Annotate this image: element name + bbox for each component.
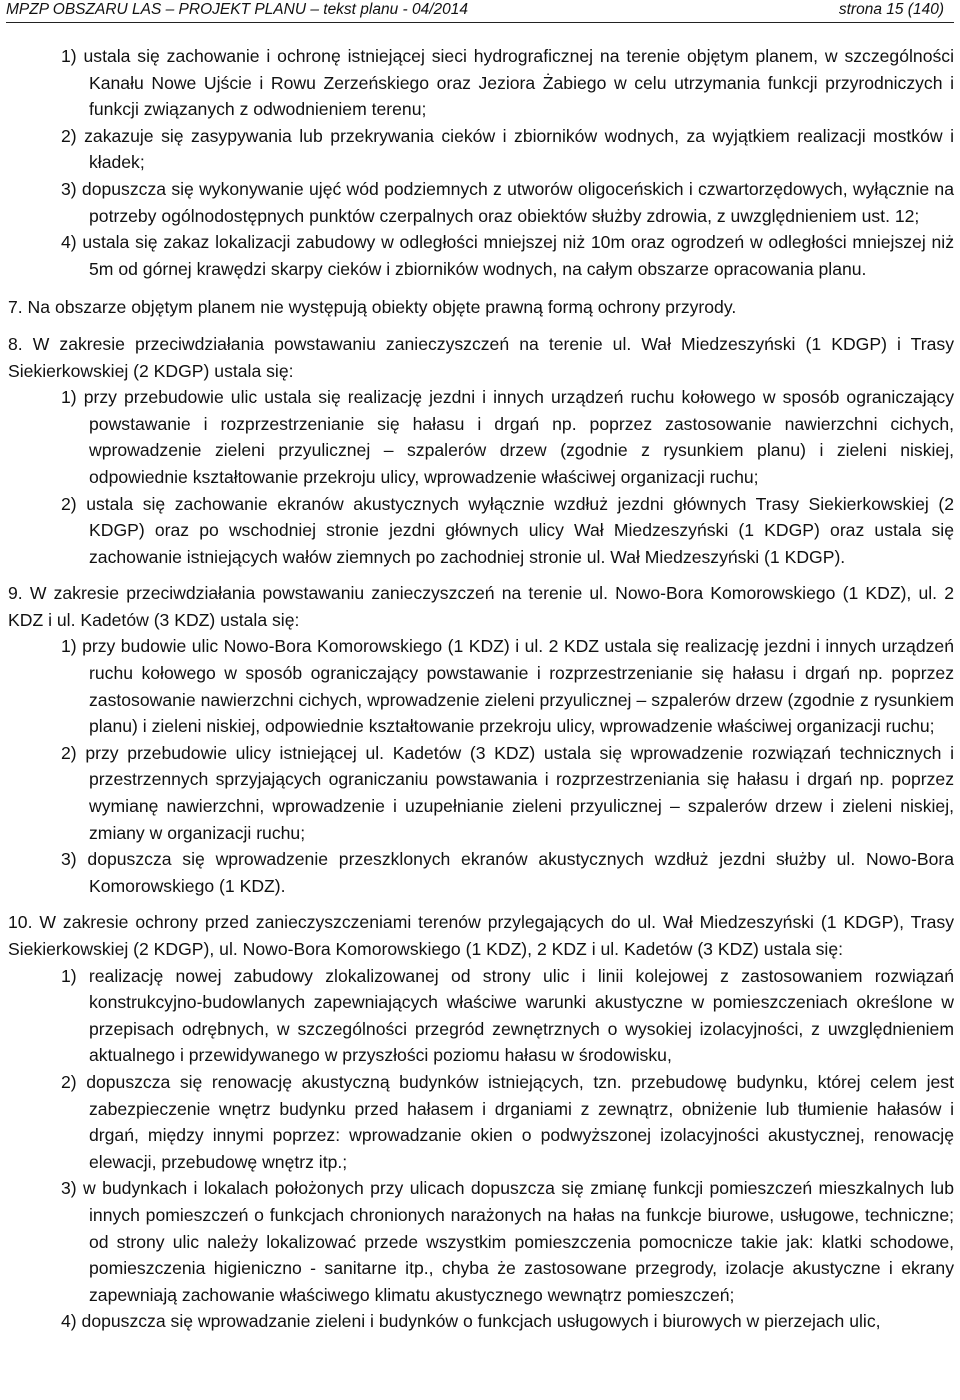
- list-item: 1) ustala się zachowanie i ochronę istniejącej sieci hydrograficznej na terenie objętym planem, w szczególności Kanału Nowe Ujście i Rowu Zerzeńskiego oraz Jeziora Żabiego w celu utrzymania funkcji przyrodniczych i funkcji związanych z odwodnieniem terenu;: [61, 46, 954, 120]
- section-6-list: [8, 43, 954, 282]
- list-item: 3) dopuszcza się wykonywanie ujęć wód podziemnych z utworów oligoceńskich i czwartorzędowych, wyłącznie na potrzeby ogólnodostępnych punktów czerpalnych oraz obiektów służby zdrowia, z uwzględnieniem ust. 12;: [61, 178, 954, 226]
- section-10: [8, 909, 954, 1335]
- document-body: [0, 23, 960, 1335]
- list-item: 3) w budynkach i lokalach położonych przy ulicach dopuszcza się zmianę funkcji pomieszczeń mieszkalnych lub innych pomieszczeń o funkcjach chronionych narażonych na hałas na funkcje biurowe, usługowe, techniczne; od strony ulic należy lokalizować przede wszystkim pomieszczenia pomocnicze takie jak: klatki schodowe, pomieszczenia higieniczno - sanitarne itp., chyba że zastosowane przegrody, izolacje akustyczne i ekrany zapewniają zachowanie właściwego klimatu akustycznego wewnątrz pomieszczeń;: [61, 1178, 954, 1305]
- section-7: [8, 294, 954, 321]
- list-item: 2) dopuszcza się renowację akustyczną budynków istniejących, tzn. przebudowę budynku, której celem jest zabezpieczenie wnętrz budynku przed hałasem i drganiami z zewnątrz, obniżenie lub tłumienie hałasów i drgań, między innymi poprzez: wprowadzanie okien o podwyższonej izolacyjności akustycznej, renowację elewacji, przebudowę wnętrz itp.;: [61, 1071, 954, 1172]
- list-item: 2) zakazuje się zasypywania lub przekrywania cieków i zbiorników wodnych, za wyjątkiem realizacji mostków i kładek;: [61, 125, 954, 173]
- page-header: [6, 0, 954, 23]
- list-item: 2) przy przebudowie ulicy istniejącej ul. Kadetów (3 KDZ) ustala się wprowadzenie rozwiązań technicznych i przestrzennych sprzyjających ograniczaniu powstawania i rozprzestrzeniania się hałasu i drgań np. poprzez wymianę nawierzchni, wprowadzenie i uzupełnianie zieleni przyulicznej – szpalerów drzew i zieleni niskiej, zmiany w organizacji ruchu;: [61, 742, 954, 843]
- page-number: strona 15 (140): [838, 1, 944, 18]
- list-item: 1) realizację nowej zabudowy zlokalizowanej od strony ulic i linii kolejowej z zastosowaniem rozwiązań konstrukcyjno-budowlanych zapewniających właściwe warunki akustyczne w pomieszczeniach określone w przepisach odrębnych, w szczególności przegród zewnętrznych o wysokiej izolacyjności, z uwzględnieniem aktualnego i przewidywanego w przyszłości poziomu hałasu w środowisku,: [61, 965, 954, 1066]
- section-9: [8, 580, 954, 899]
- paragraph: 7. Na obszarze objętym planem nie występują obiekty objęte prawną formą ochrony przyrody.: [8, 297, 737, 318]
- list-item: 2) ustala się zachowanie ekranów akustycznych wyłącznie wzdłuż jezdni głównych Trasy Siekierkowskiej (2 KDGP) oraz po wschodniej stronie jezdni głównych ulicy Wał Miedzeszyński (1 KDGP) oraz ustala się zachowanie istniejących wałów ziemnych po zachodniej stronie ul. Wał Miedzeszyński (1 KDGP).: [61, 493, 954, 567]
- list-item: 1) przy przebudowie ulic ustala się realizację jezdni i innych urządzeń ruchu kołowego w sposób ograniczający powstawanie i rozprzestrzenianie się hałasu i drgań np. poprzez zastosowanie nawierzchni cichych, wprowadzenie zieleni przyulicznej – szpalerów drzew (zgodnie z rysunkiem planu) i zieleni niskiej, odpowiednie kształtowanie przekroju ulicy, wprowadzenie właściwej organizacji ruchu;: [61, 387, 954, 487]
- paragraph: 10. W zakresie ochrony przed zanieczyszczeniami terenów przylegających do ul. Wał Miedzeszyński (1 KDGP), Trasy Siekierkowskiej (2 KDGP), ul. Nowo-Bora Komorowskiego (1 KDZ), 2 KDZ i ul. Kadetów (3 KDZ) ustala się:: [8, 912, 954, 959]
- paragraph: 9. W zakresie przeciwdziałania powstawaniu zanieczyszczeń na terenie ul. Nowo-Bora Komorowskiego (1 KDZ), ul. 2 KDZ i ul. Kadetów (3 KDZ) ustala się:: [8, 583, 954, 630]
- list-item: 3) dopuszcza się wprowadzenie przeszklonych ekranów akustycznych wzdłuż jezdni służby ul. Nowo-Bora Komorowskiego (1 KDZ).: [61, 849, 954, 896]
- section-8: [8, 331, 954, 570]
- list-item: 4) ustala się zakaz lokalizacji zabudowy w odległości mniejszej niż 10m oraz ogrodzeń w odległości mniejszej niż 5m od górnej krawędzi skarpy cieków i zbiorników wodnych, na całym obszarze opracowania planu.: [61, 232, 954, 279]
- document-title: MPZP OBSZARU LAS – PROJEKT PLANU – tekst planu - 04/2014: [6, 1, 469, 18]
- list-item: 4) dopuszcza się wprowadzanie zieleni i budynków o funkcjach usługowych i biurowych w pierzejach ulic,: [61, 1311, 881, 1332]
- paragraph: 8. W zakresie przeciwdziałania powstawaniu zanieczyszczeń na terenie ul. Wał Miedzeszyński (1 KDGP) i Trasy Siekierkowskiej (2 KDGP) ustala się:: [8, 333, 954, 381]
- list-item: 1) przy budowie ulic Nowo-Bora Komorowskiego (1 KDZ) i ul. 2 KDZ ustala się realizację jezdni i innych urządzeń ruchu kołowego w sposób ograniczający powstawanie i rozprzestrzenianie się hałasu i drgań np. poprzez zastosowanie nawierzchni cichych, wprowadzenie zieleni przyulicznej – szpalerów drzew (zgodnie z rysunkiem planu) i zieleni niskiej, odpowiednie kształtowanie przekroju ulicy, wprowadzenie właściwej organizacji ruchu;: [61, 636, 954, 737]
